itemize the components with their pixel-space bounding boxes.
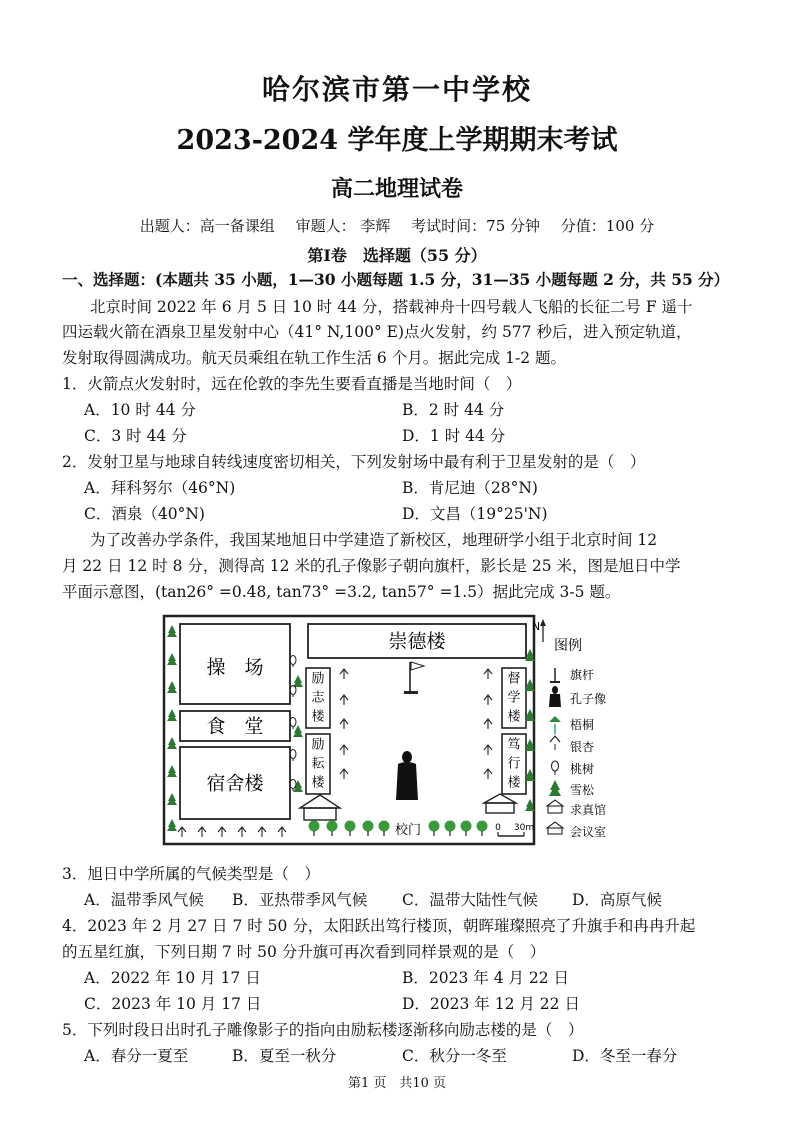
cedar-tree-icon bbox=[293, 725, 303, 737]
wutong-tree-icon bbox=[461, 821, 472, 837]
passage2-line: 平面示意图，(tan26° =0.48, tan73° =3.2, tan57° =1.5）据此完成 3-5 题。 bbox=[62, 583, 621, 601]
canteen-label: 食 堂 bbox=[206, 715, 264, 738]
confucius-statue-icon bbox=[396, 751, 418, 800]
wutong-tree-icon bbox=[345, 821, 356, 837]
part-title: 第Ⅰ卷 选择题（55 分） bbox=[307, 246, 487, 265]
flagpole-icon bbox=[404, 662, 424, 694]
ginkgo-tree-icon bbox=[178, 827, 186, 837]
question-3-stem: 3．旭日中学所属的气候类型是（ ） bbox=[62, 865, 320, 883]
exam-time: 考试时间：75 分钟 bbox=[411, 217, 541, 235]
ginkgo-tree-icon bbox=[484, 719, 492, 729]
cedar-tree-icon bbox=[167, 819, 177, 831]
ginkgo-tree-icon bbox=[484, 669, 492, 679]
q4-option-b[interactable]: B．2023 年 4 月 22 日 bbox=[402, 969, 570, 987]
scale-zero: 0 bbox=[495, 823, 501, 833]
chongde-label: 崇德楼 bbox=[388, 630, 446, 653]
wutong-tree-icon bbox=[363, 821, 374, 837]
cedar-tree-icon bbox=[293, 780, 303, 792]
lizhi-char: 励 bbox=[311, 671, 325, 687]
ginkgo-tree-icon bbox=[340, 695, 348, 705]
playground-label: 操 场 bbox=[206, 656, 264, 679]
legend-cedar-icon bbox=[549, 780, 561, 796]
q4-option-d[interactable]: D．2023 年 12 月 22 日 bbox=[402, 995, 580, 1013]
legend-title: 图例 bbox=[554, 638, 582, 654]
duxue-char: 督 bbox=[507, 671, 521, 687]
school-plan-diagram bbox=[162, 612, 638, 848]
wutong-tree-icon bbox=[309, 821, 320, 837]
cedar-tree-icon bbox=[167, 653, 177, 665]
ginkgo-tree-icon bbox=[484, 769, 492, 779]
q4-option-c[interactable]: C．2023 年 10 月 17 日 bbox=[84, 995, 262, 1013]
scale-bar bbox=[495, 823, 534, 836]
school-title: 哈尔滨市第一中学校 bbox=[261, 73, 532, 106]
passage1-line: 发射取得圆满成功。航天员乘组在轨工作生活 6 个月。据此完成 1-2 题。 bbox=[62, 349, 567, 367]
q1-option-a[interactable]: A．10 时 44 分 bbox=[84, 401, 196, 419]
wutong-tree-icon bbox=[477, 821, 488, 837]
question-4-stem: 4．2023 年 2 月 27 日 7 时 50 分，太阳跃出笃行楼顶，朝晖璀璨照亮了升旗手和冉冉升起 bbox=[62, 917, 696, 935]
question-2-stem: 2．发射卫星与地球自转线速度密切相关，下列发射场中最有利于卫星发射的是（ ） bbox=[62, 453, 646, 471]
ginkgo-tree-icon bbox=[218, 827, 226, 837]
wutong-tree-icon bbox=[445, 821, 456, 837]
q2-option-c[interactable]: C．酒泉（40°N) bbox=[84, 505, 205, 523]
q4-option-a[interactable]: A．2022 年 10 月 17 日 bbox=[84, 969, 261, 987]
cedar-tree-icon bbox=[167, 709, 177, 721]
ginkgo-tree-icon bbox=[484, 745, 492, 755]
question-1-stem: 1．火箭点火发射时，远在伦敦的李先生要看直播是当地时间（ ） bbox=[62, 375, 522, 393]
q3-option-a[interactable]: A．温带季风气候 bbox=[84, 891, 204, 909]
cedar-tree-icon bbox=[293, 675, 303, 687]
legend-item: 桃树 bbox=[570, 762, 595, 776]
qiuzhen-hall-icon bbox=[300, 795, 340, 820]
page-footer: 第1 页 共10 页 bbox=[347, 1076, 447, 1091]
ginkgo-tree-icon bbox=[340, 769, 348, 779]
legend-item: 雪松 bbox=[570, 783, 595, 797]
legend-flag-icon bbox=[550, 668, 560, 683]
north-label: N bbox=[531, 620, 541, 633]
cedar-tree-icon bbox=[167, 765, 177, 777]
ginkgo-tree-icon bbox=[340, 719, 348, 729]
lizhi-char: 志 bbox=[311, 690, 325, 706]
legend-item: 会议室 bbox=[570, 825, 607, 839]
duxue-char: 学 bbox=[507, 690, 521, 706]
legend-item: 银杏 bbox=[570, 740, 595, 754]
passage2-line: 为了改善办学条件，我国某地旭日中学建造了新校区，地理研学小组于北京时间 12 bbox=[90, 531, 658, 549]
exam-meta bbox=[0, 215, 794, 236]
cedar-tree-icon bbox=[167, 737, 177, 749]
legend-meeting-icon bbox=[547, 822, 563, 834]
section-heading: 一、选择题：(本题共 35 小题，1—30 小题每题 1.5 分，31—35 小题每题 2 分，共 55 分） bbox=[62, 270, 730, 289]
q5-option-b[interactable]: B．夏至一秋分 bbox=[232, 1047, 337, 1065]
cedar-tree-icon bbox=[167, 793, 177, 805]
ginkgo-tree-icon bbox=[198, 827, 206, 837]
meeting-room-icon bbox=[484, 794, 516, 813]
passage2-line: 月 22 日 12 时 8 分，测得高 12 米的孔子像影子朝向旗杆，影长是 25 米，图是旭日中学 bbox=[62, 557, 681, 575]
ginkgo-tree-icon bbox=[258, 827, 266, 837]
reviewer: 审题人： 李辉 bbox=[295, 217, 391, 235]
duxing-char: 笃 bbox=[507, 737, 521, 753]
q5-option-a[interactable]: A．春分一夏至 bbox=[84, 1047, 189, 1065]
liyun-char: 楼 bbox=[311, 775, 325, 791]
q2-option-d[interactable]: D．文昌（19°25'N) bbox=[402, 505, 548, 523]
ginkgo-tree-icon bbox=[238, 827, 246, 837]
passage1-line: 北京时间 2022 年 6 月 5 日 10 时 44 分，搭载神舟十四号载人飞船的长征二号 F 遥十 bbox=[90, 298, 693, 316]
q5-option-c[interactable]: C．秋分一冬至 bbox=[402, 1047, 507, 1065]
q3-option-d[interactable]: D．高原气候 bbox=[572, 891, 662, 909]
legend-statue-icon bbox=[549, 686, 561, 707]
question-5-stem: 5．下列时段日出时孔子雕像影子的指向由励耘楼逐渐移向励志楼的是（ ） bbox=[62, 1021, 584, 1039]
liyun-char: 耘 bbox=[311, 756, 325, 772]
wutong-tree-icon bbox=[327, 821, 338, 837]
question-4-stem: 的五星红旗，下列日期 7 时 50 分升旗可再次看到同样景观的是（ ） bbox=[62, 943, 546, 961]
dorm-label: 宿舍楼 bbox=[206, 772, 264, 795]
ginkgo-tree-icon bbox=[340, 745, 348, 755]
exam-title: 2023-2024 学年度上学期期末考试 bbox=[176, 125, 618, 156]
legend-item: 孔子像 bbox=[570, 692, 607, 706]
lizhi-char: 楼 bbox=[311, 709, 325, 725]
q2-option-a[interactable]: A．拜科努尔（46°N) bbox=[84, 479, 236, 497]
legend-item: 求真馆 bbox=[570, 803, 607, 817]
ginkgo-tree-icon bbox=[278, 827, 286, 837]
duxing-char: 楼 bbox=[507, 775, 521, 791]
q1-option-c[interactable]: C．3 时 44 分 bbox=[84, 427, 187, 445]
q3-option-b[interactable]: B．亚热带季风气候 bbox=[232, 891, 368, 909]
q1-option-b[interactable]: B．2 时 44 分 bbox=[402, 401, 505, 419]
duxue-char: 楼 bbox=[507, 709, 521, 725]
liyun-char: 励 bbox=[311, 737, 325, 753]
legend-ginkgo-icon bbox=[550, 736, 560, 750]
wutong-tree-icon bbox=[379, 821, 390, 837]
legend-item: 梧桐 bbox=[570, 718, 595, 732]
q3-option-c[interactable]: C．温带大陆性气候 bbox=[402, 891, 538, 909]
legend-peach-icon bbox=[552, 761, 559, 775]
duxing-char: 行 bbox=[507, 756, 521, 772]
scale-30m: 30m bbox=[513, 823, 535, 833]
legend-qiuzhen-icon bbox=[547, 800, 563, 813]
subject-title: 高二地理试卷 bbox=[330, 176, 463, 202]
q2-option-b[interactable]: B．肯尼迪（28°N) bbox=[402, 479, 538, 497]
setter: 出题人：高一备课组 bbox=[139, 217, 275, 235]
wutong-tree-icon bbox=[429, 821, 440, 837]
ginkgo-tree-icon bbox=[484, 695, 492, 705]
exam-score: 分值：100 分 bbox=[560, 217, 655, 235]
cedar-tree-icon bbox=[167, 681, 177, 693]
cedar-tree-icon bbox=[167, 625, 177, 637]
gate-label: 校门 bbox=[394, 823, 422, 838]
legend-item: 旗杆 bbox=[570, 668, 595, 682]
ginkgo-tree-icon bbox=[340, 669, 348, 679]
q1-option-d[interactable]: D．1 时 44 分 bbox=[402, 427, 506, 445]
legend-wutong-icon bbox=[549, 716, 561, 734]
passage1-line: 四运载火箭在酒泉卫星发射中心（41° N,100° E)点火发射，约 577 秒后，进入预定轨道， bbox=[62, 323, 692, 341]
q5-option-d[interactable]: D．冬至一春分 bbox=[572, 1047, 678, 1065]
